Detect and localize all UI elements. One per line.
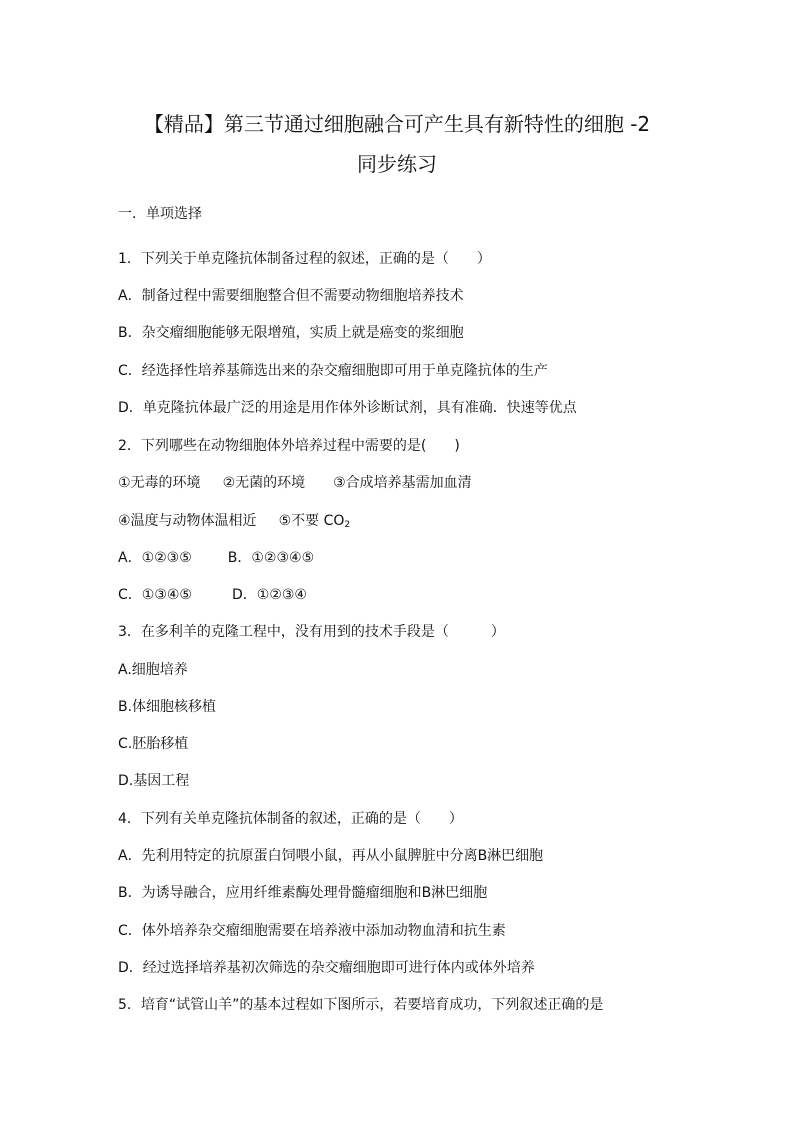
question-1-option-c: C．经选择性培养基筛选出来的杂交瘤细胞即可用于单克隆抗体的生产 [118,363,548,379]
question-4-option-a: A．先利用特定的抗原蛋白饲喂小鼠，再从小鼠脾脏中分离B淋巴细胞 [118,848,544,864]
question-2-items-row2 [118,512,350,534]
question-3-stem: 3．在多利羊的克隆工程中，没有用到的技术手段是（ ） [118,624,505,640]
document-title-line1: 【精品】第三节通过细胞融合可产生具有新特性的细胞 -2 [143,112,651,136]
question-3-option-c: C.胚胎移植 [118,736,189,752]
question-2-item-4: ④温度与动物体温相近 [118,513,257,529]
question-2-option-a: A．①②③⑤ [118,550,192,566]
question-3-option-a: A.细胞培养 [118,662,188,678]
question-1-option-d: D．单克隆抗体最广泛的用途是用作体外诊断试剂，具有准确．快速等优点 [118,400,577,416]
document-title-line2: 同步练习 [357,152,437,176]
question-2-item-5: ⑤不要 $CO_2$ [278,513,351,530]
question-2-item-2: ②无菌的环境 [222,475,306,491]
question-4-option-b: B．为诱导融合，应用纤维素酶处理骨髓瘤细胞和B淋巴细胞 [118,885,488,901]
question-2-stem: 2．下列哪些在动物细胞体外培养过程中需要的是( ) [118,438,460,454]
question-2-option-d: D．①②③④ [231,587,307,603]
question-1-stem: 1．下列关于单克隆抗体制备过程的叙述，正确的是（ ） [118,251,491,267]
question-2-option-b: B．①②③④⑤ [227,550,315,566]
question-2-option-c: C．①③④⑤ [118,587,192,603]
question-1-option-b: B．杂交瘤细胞能够无限增殖，实质上就是癌变的浆细胞 [118,325,464,341]
question-4-stem: 4．下列有关单克隆抗体制备的叙述，正确的是（ ） [118,811,463,827]
question-5-stem: 5．培育“试管山羊”的基本过程如下图所示，若要培育成功，下列叙述正确的是 [118,997,604,1013]
question-2-item-3: ③合成培养基需加血清 [333,475,472,491]
question-1-option-a: A．制备过程中需要细胞整合但不需要动物细胞培养技术 [118,288,464,304]
question-4-option-d: D．经过选择培养基初次筛选的杂交瘤细胞即可进行体内或体外培养 [118,960,535,976]
question-4-option-c: C．体外培养杂交瘤细胞需要在培养液中添加动物血清和抗生素 [118,923,506,939]
question-2-items-row1 [118,474,472,492]
question-2-options-row2 [118,586,307,604]
question-3-option-d: D.基因工程 [118,773,190,789]
question-2-options-row1 [118,549,314,567]
question-3-option-b: B.体细胞核移植 [118,699,217,715]
question-2-item-1: ①无毒的环境 [118,475,201,491]
question-2-item-5-subscript: 2 [344,520,351,530]
section-heading: 一．单项选择 [118,206,202,222]
